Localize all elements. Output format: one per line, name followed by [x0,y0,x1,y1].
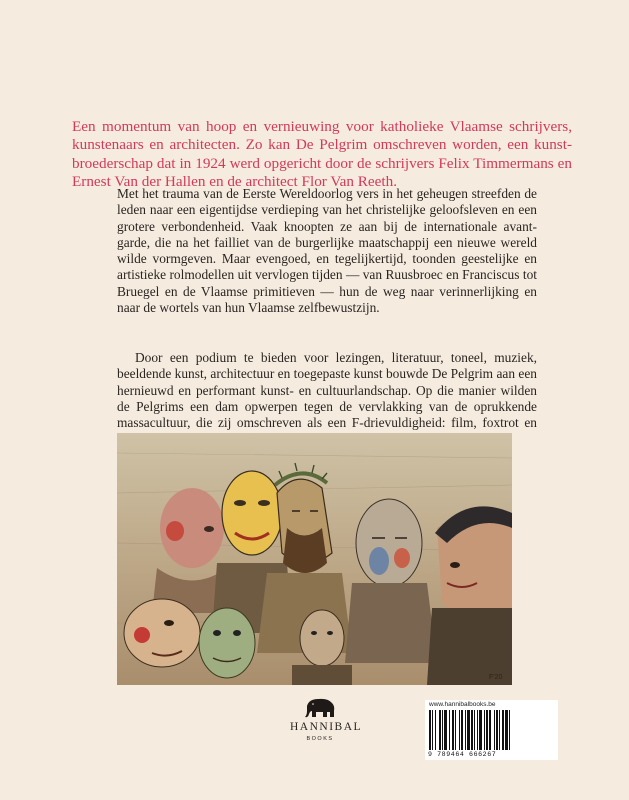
publisher-url: www.hannibalbooks.be [429,701,496,708]
figure-bottom-left [124,599,200,667]
elephant-icon [303,697,337,719]
publisher-name: HANNIBAL [290,721,363,733]
publisher-sub: BOOKS [306,736,334,742]
body-paragraph-1: Met het trauma van de Eerste Wereldoorlog vers in het geheugen streefden de leden naar een eigentijdse verdieping van het christelijke geloofsleven en een grotere verbondenheid. Vaak knoopten ze aan bij de internationale avant-garde, die na het failliet van de burgerlijke maatschappij een nieuwe wereld wilde vormgeven. Maar evengoed, en tegelijkertijd, toonden geestelijke en artistieke rolmodellen uit vervlogen tijden — van Ruusbroec en Franciscus tot Bruegel en de Vlaamse primitieven — hun de weg naar verinnerlijking en naar de wortels van hun Vlaamse zelfbewustzijn. [117,186,537,316]
svg-text:F'20: F'20 [489,674,503,681]
publisher-logo [290,697,363,742]
barcode [425,700,558,760]
isbn-number: 9 789464 666267 [428,751,497,758]
body-paragraph-2: Door een podium te bieden voor lezingen, literatuur, toneel, muziek, beeldende kunst, architectuur en toegepaste kunst bouwde De Pelgrim aan een hernieuwd en performant kunst- en cultuurlandschap. Op die manier wilden de Pelgrims een dam opwerpen tegen de vervlakking van de oprukkende massacultuur, die zij omschreven als een F-drievuldigheid: film, foxtrot en [117,350,537,431]
intro-text: Een momentum van hoop en vernieuwing voor katholieke Vlaamse schrijvers, kunstenaars en architecten. Zo kan De Pelgrim omschreven worden, een kunstbroederschap dat in 1924 werd opgericht door de schrijvers Felix Timmermans en Ernest Van der Hallen en de architect Flor Van Reeth. [72,118,572,191]
cover-painting [117,433,512,685]
figure-bottom-middle [199,608,255,678]
